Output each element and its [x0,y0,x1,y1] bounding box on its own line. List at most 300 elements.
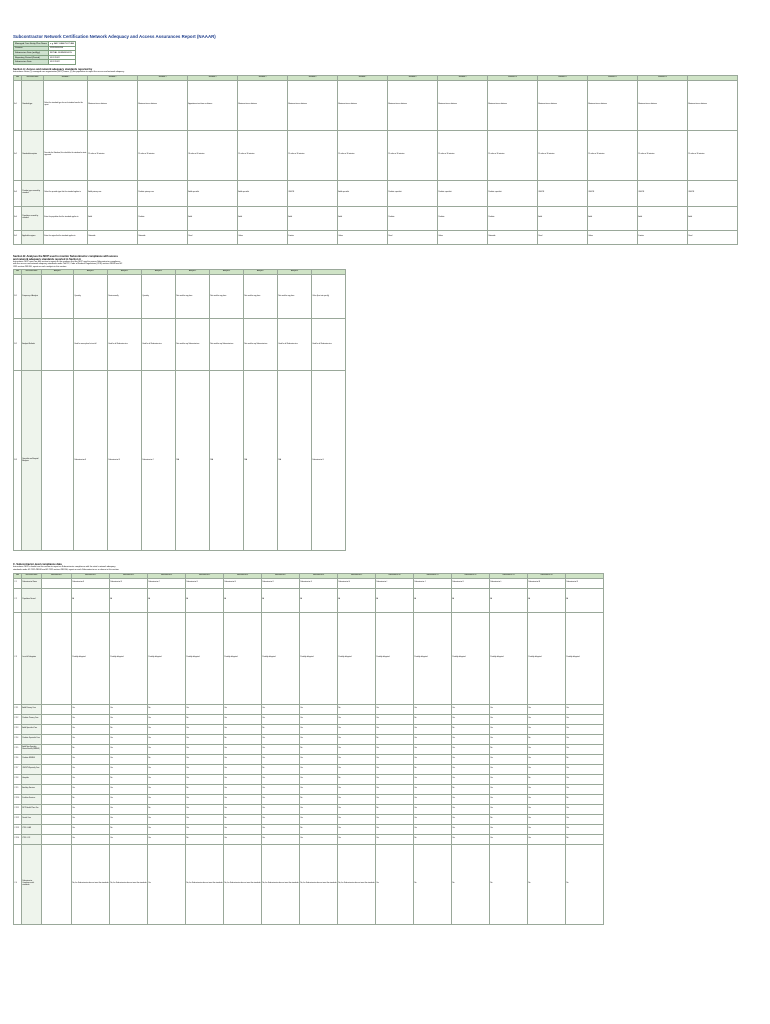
table-cell[interactable]: Subcontractor B [108,371,142,551]
table-cell[interactable]: Yes [528,704,566,714]
table-cell[interactable]: Yes [566,814,604,824]
table-cell[interactable]: Maximum time or distance [638,80,688,130]
table-cell[interactable]: Pediatric [388,206,438,230]
table-cell[interactable]: Yes [566,744,604,754]
table-cell[interactable]: Yes [490,804,528,814]
table-cell[interactable]: Yes [148,774,186,784]
table-cell[interactable]: Statewide [88,230,138,244]
table-cell[interactable]: No [566,754,604,764]
table-cell[interactable]: Yes [566,764,604,774]
table-cell[interactable]: Adult [338,206,388,230]
table-cell[interactable]: N/A [278,371,312,551]
table-cell[interactable]: All [300,588,338,612]
table-cell[interactable]: No [186,714,224,724]
table-cell[interactable]: Adult specialist [238,180,288,206]
table-cell[interactable]: Subcontractor E [224,578,262,588]
table-cell[interactable]: Yes [490,794,528,804]
table-cell[interactable]: Yes [414,734,452,744]
table-cell[interactable]: Yes [490,824,528,834]
table-cell[interactable]: Yes [262,784,300,794]
table-cell[interactable]: Yes [300,784,338,794]
table-cell[interactable]: No [452,724,490,734]
table-cell[interactable]: Yes [72,704,110,714]
table-cell[interactable]: Adult [538,206,588,230]
table-cell[interactable]: Yes [490,834,528,844]
table-cell[interactable]: No, the Subcontractor does not meet the standards [300,844,338,924]
table-cell[interactable]: Yes [110,744,148,754]
table-cell[interactable]: Subcontractor L [490,578,528,588]
table-cell[interactable]: Yes [300,734,338,744]
table-cell[interactable]: Yes [414,724,452,734]
table-cell[interactable]: 15 miles or 30 minutes [88,130,138,180]
table-cell[interactable]: OBGYN [688,180,738,206]
table-cell[interactable]: N/A [176,371,210,551]
table-cell[interactable]: Yes [452,834,490,844]
table-cell[interactable]: All [110,588,148,612]
table-cell[interactable]: Yes [262,834,300,844]
table-cell[interactable]: No [414,714,452,724]
table-cell[interactable]: 15 miles or 30 minutes [238,130,288,180]
table-cell[interactable]: Yes [452,824,490,834]
table-cell[interactable]: Pediatric [488,206,538,230]
table-cell[interactable]: Subcontractor C [142,371,176,551]
table-cell[interactable]: Yes [338,804,376,814]
table-cell[interactable]: Appointment wait time or distance [188,80,238,130]
table-cell[interactable]: Rural [688,230,738,244]
table-cell[interactable]: Maximum time or distance [288,80,338,130]
table-cell[interactable]: Subcontractor D [186,578,224,588]
table-cell[interactable]: Yes [490,724,528,734]
table-cell[interactable]: Yes [262,754,300,764]
table-cell[interactable]: Yes [566,784,604,794]
table-cell[interactable]: Yes [300,764,338,774]
table-cell[interactable]: Adult [588,206,638,230]
table-cell[interactable]: No [528,774,566,784]
table-cell[interactable]: Yes [186,704,224,714]
table-cell[interactable]: Yes [110,714,148,724]
table-cell[interactable]: Yes [414,794,452,804]
table-cell[interactable]: 15 miles or 30 minutes [138,130,188,180]
table-cell[interactable]: Urban [338,230,388,244]
table-cell[interactable]: Urban [588,230,638,244]
table-cell[interactable]: 15 miles or 30 minutes [338,130,388,180]
table-cell[interactable]: Yes [110,764,148,774]
table-cell[interactable]: Yes [338,814,376,824]
table-cell[interactable]: No [72,794,110,804]
table-cell[interactable]: No [414,844,452,924]
table-cell[interactable]: Pediatric specialist [488,180,538,206]
table-cell[interactable]: Subcontractor I [376,578,414,588]
table-cell[interactable]: 15 miles or 30 minutes [588,130,638,180]
table-cell[interactable]: All [490,588,528,612]
table-cell[interactable]: Yes [338,714,376,724]
table-cell[interactable]: Yes [528,744,566,754]
table-cell[interactable]: All [186,588,224,612]
table-cell[interactable]: Yes [300,724,338,734]
table-cell[interactable]: Yes [528,834,566,844]
table-cell[interactable]: Partially delegated [148,612,186,704]
table-cell[interactable]: No [224,814,262,824]
table-cell[interactable]: Yes [566,804,604,814]
table-cell[interactable]: 15 miles or 30 minutes [538,130,588,180]
table-cell[interactable]: Not used for any Subcontractors [210,319,244,371]
table-cell[interactable]: Adult [638,206,688,230]
table-cell[interactable]: Partially delegated [490,612,528,704]
table-cell[interactable]: Pediatric specialist [438,180,488,206]
table-cell[interactable]: Yes [414,814,452,824]
table-cell[interactable]: Yes [186,724,224,734]
table-cell[interactable]: No [452,844,490,924]
table-cell[interactable]: Yes [262,804,300,814]
table-cell[interactable]: Yes [338,744,376,754]
table-cell[interactable]: Yes [338,824,376,834]
table-cell[interactable]: All [414,588,452,612]
table-cell[interactable]: Yes [262,744,300,754]
table-cell[interactable]: Yes [72,804,110,814]
table-cell[interactable]: No, the Subcontractor does not meet the standards [110,844,148,924]
table-cell[interactable]: Yes [566,774,604,784]
table-cell[interactable]: Yes [528,804,566,814]
table-cell[interactable]: Yes [300,804,338,814]
table-cell[interactable]: Yes [566,714,604,724]
table-cell[interactable]: Pediatric primary care [138,180,188,206]
table-cell[interactable]: Quarterly [142,275,176,319]
table-cell[interactable]: Yes [224,744,262,754]
table-cell[interactable]: Yes [452,774,490,784]
table-cell[interactable]: Yes [300,754,338,764]
table-cell[interactable]: Yes [338,754,376,764]
table-cell[interactable]: Yes [72,714,110,724]
table-cell[interactable]: Subcontractor G [300,578,338,588]
table-cell[interactable]: Yes [224,754,262,764]
table-cell[interactable]: Yes [186,794,224,804]
table-cell[interactable]: Yes [338,764,376,774]
table-cell[interactable]: Frontier [288,230,338,244]
table-cell[interactable]: Yes [452,814,490,824]
table-cell[interactable]: No [414,764,452,774]
table-cell[interactable]: 15 miles or 30 minutes [638,130,688,180]
table-cell[interactable]: Yes [186,774,224,784]
table-cell[interactable]: Subcontractor H [338,578,376,588]
table-cell[interactable]: No [300,824,338,834]
table-cell[interactable]: Yes [110,814,148,824]
table-cell[interactable]: No [490,814,528,824]
table-cell[interactable]: Yes [414,824,452,834]
table-cell[interactable]: All [262,588,300,612]
table-cell[interactable]: Yes [452,794,490,804]
table-cell[interactable]: Yes [224,834,262,844]
table-cell[interactable]: Partially delegated [376,612,414,704]
table-cell[interactable]: Yes [490,704,528,714]
table-cell[interactable]: Yes [72,734,110,744]
table-cell[interactable]: Yes [376,704,414,714]
table-cell[interactable]: Adult primary care [88,180,138,206]
table-cell[interactable]: 15 miles or 30 minutes [288,130,338,180]
table-cell[interactable]: Yes [528,824,566,834]
table-cell[interactable]: Yes [148,824,186,834]
table-cell[interactable]: Adult [188,206,238,230]
table-cell[interactable]: Adult [88,206,138,230]
table-cell[interactable]: Yes [452,744,490,754]
table-cell[interactable]: Yes [224,804,262,814]
table-cell[interactable]: Yes [414,744,452,754]
table-cell[interactable]: Subcontractor A [72,578,110,588]
table-cell[interactable]: Yes [148,814,186,824]
table-cell[interactable]: Not used for any plans [278,275,312,319]
table-cell[interactable]: No [452,784,490,794]
table-cell[interactable]: Partially delegated [72,612,110,704]
table-cell[interactable]: Yes [376,794,414,804]
table-cell[interactable]: Partially delegated [528,612,566,704]
table-cell[interactable]: Yes [528,724,566,734]
table-cell[interactable]: Quarterly [74,275,108,319]
table-cell[interactable]: Maximum time or distance [88,80,138,130]
table-cell[interactable]: Yes [414,774,452,784]
table-cell[interactable]: Yes [262,824,300,834]
table-cell[interactable]: Yes [376,754,414,764]
table-cell[interactable]: 15 miles or 30 minutes [388,130,438,180]
table-cell[interactable]: Subcontractor B [110,578,148,588]
table-cell[interactable]: Used for all Subcontractors [312,319,346,371]
table-cell[interactable]: No [566,794,604,804]
table-cell[interactable]: Maximum time or distance [538,80,588,130]
table-cell[interactable]: Maximum time or distance [688,80,738,130]
table-cell[interactable]: Used for some plans but not all [74,319,108,371]
table-cell[interactable]: Yes [338,834,376,844]
table-cell[interactable]: All [338,588,376,612]
table-cell[interactable]: Yes [186,744,224,754]
table-cell[interactable]: Yes [148,724,186,734]
table-cell[interactable]: Yes [528,714,566,724]
table-cell[interactable]: Yes [300,774,338,784]
table-cell[interactable]: Yes [338,734,376,744]
table-cell[interactable]: Subcontractor K [452,578,490,588]
table-cell[interactable]: Subcontractor F [262,578,300,588]
table-cell[interactable]: Yes [224,794,262,804]
table-cell[interactable]: Maximum time or distance [588,80,638,130]
table-cell[interactable]: Yes [376,724,414,734]
table-cell[interactable]: No [72,744,110,754]
table-cell[interactable]: Yes [338,794,376,804]
table-cell[interactable]: Yes [528,794,566,804]
table-cell[interactable]: Used for all Subcontractors [142,319,176,371]
table-cell[interactable]: Yes [148,744,186,754]
table-cell[interactable]: Yes [148,844,186,924]
table-cell[interactable]: Partially delegated [300,612,338,704]
table-cell[interactable]: Yes [72,834,110,844]
table-cell[interactable]: No [148,804,186,814]
table-cell[interactable]: Yes [452,754,490,764]
table-cell[interactable]: Yes [72,764,110,774]
table-cell[interactable]: Yes [566,724,604,734]
table-cell[interactable]: OBGYN [538,180,588,206]
table-cell[interactable]: Yes [376,784,414,794]
table-cell[interactable]: Yes [148,784,186,794]
table-cell[interactable]: Yes [110,834,148,844]
table-cell[interactable]: Subcontractor A [74,371,108,551]
table-cell[interactable]: Semi-annually [108,275,142,319]
table-cell[interactable]: No [528,734,566,744]
table-cell[interactable]: Yes [186,824,224,834]
table-cell[interactable]: 30 miles or 60 minutes [188,130,238,180]
table-cell[interactable]: Not used for any Subcontractors [244,319,278,371]
table-cell[interactable]: Not used for any plans [176,275,210,319]
table-cell[interactable]: No [490,744,528,754]
table-cell[interactable]: No [186,834,224,844]
table-cell[interactable]: Subcontractor M [528,578,566,588]
table-cell[interactable]: Yes [376,844,414,924]
table-cell[interactable]: No [300,794,338,804]
table-cell[interactable]: Yes [148,734,186,744]
table-cell[interactable]: Statewide [488,230,538,244]
table-cell[interactable]: Yes [224,724,262,734]
table-cell[interactable]: Yes [414,754,452,764]
table-cell[interactable]: Yes [72,824,110,834]
table-cell[interactable]: Subcontractor J [414,578,452,588]
table-cell[interactable]: Yes [452,734,490,744]
table-cell[interactable]: Yes [224,764,262,774]
table-cell[interactable]: Yes [148,834,186,844]
table-cell[interactable]: Rural [388,230,438,244]
table-cell[interactable]: No [110,824,148,834]
table-cell[interactable]: Yes [452,714,490,724]
table-cell[interactable]: Yes [528,814,566,824]
table-cell[interactable]: Used for all Subcontractors [278,319,312,371]
table-cell[interactable]: Yes [224,704,262,714]
table-cell[interactable]: Yes [224,824,262,834]
table-cell[interactable]: Pediatric [138,206,188,230]
table-cell[interactable]: No [186,784,224,794]
table-cell[interactable]: Maximum time or distance [438,80,488,130]
table-cell[interactable]: No [262,764,300,774]
table-cell[interactable]: Subcontractor C [148,578,186,588]
table-cell[interactable]: Yes [376,824,414,834]
table-cell[interactable]: All [148,588,186,612]
table-cell[interactable]: Yes [262,774,300,784]
table-cell[interactable]: All [566,588,604,612]
table-cell[interactable]: Rural [188,230,238,244]
table-cell[interactable]: No [376,804,414,814]
table-cell[interactable]: Yes [338,784,376,794]
table-cell[interactable]: Yes [490,774,528,784]
table-cell[interactable]: Yes [528,784,566,794]
table-cell[interactable]: OBGYN [638,180,688,206]
table-cell[interactable]: Yes [224,774,262,784]
table-cell[interactable]: Adult [238,206,288,230]
table-cell[interactable]: All [452,588,490,612]
table-cell[interactable]: Statewide [138,230,188,244]
table-cell[interactable]: Yes [376,764,414,774]
table-cell[interactable]: Adult specialist [338,180,388,206]
table-cell[interactable]: N/A [210,371,244,551]
table-cell[interactable]: Yes [566,824,604,834]
table-cell[interactable]: Yes [72,754,110,764]
table-cell[interactable]: No [110,774,148,784]
table-cell[interactable]: Subcontractor D [312,371,346,551]
table-cell[interactable]: Yes [262,714,300,724]
table-cell[interactable]: All [376,588,414,612]
table-cell[interactable]: Pediatric specialist [388,180,438,206]
table-cell[interactable]: Adult specialist [188,180,238,206]
table-cell[interactable]: Yes [414,804,452,814]
table-cell[interactable]: Yes [490,714,528,724]
table-cell[interactable]: Yes [490,754,528,764]
table-cell[interactable]: Partially delegated [452,612,490,704]
table-cell[interactable]: Yes [452,804,490,814]
table-cell[interactable]: 15 miles or 30 minutes [438,130,488,180]
table-cell[interactable]: Yes [186,754,224,764]
table-cell[interactable]: Partially delegated [186,612,224,704]
table-cell[interactable]: Used for all Subcontractors [108,319,142,371]
table-cell[interactable]: Partially delegated [566,612,604,704]
table-cell[interactable]: 15 miles or 30 minutes [488,130,538,180]
table-cell[interactable]: Yes [110,754,148,764]
table-cell[interactable]: N/A [244,371,278,551]
table-cell[interactable]: OBGYN [588,180,638,206]
table-cell[interactable]: Yes [262,794,300,804]
table-cell[interactable]: Yes [452,764,490,774]
table-cell[interactable]: Yes [72,774,110,784]
table-cell[interactable]: Yes [72,784,110,794]
table-cell[interactable]: Yes [376,834,414,844]
table-cell[interactable]: Yes [300,714,338,724]
table-cell[interactable]: No [566,834,604,844]
table-cell[interactable]: OBGYN [288,180,338,206]
table-cell[interactable]: Yes [262,814,300,824]
table-cell[interactable]: Rural [538,230,588,244]
table-cell[interactable]: No [490,844,528,924]
table-cell[interactable]: Partially delegated [262,612,300,704]
table-cell[interactable]: Urban [238,230,288,244]
table-cell[interactable]: Yes [262,704,300,714]
table-cell[interactable]: No [566,844,604,924]
table-cell[interactable]: Adult [688,206,738,230]
table-cell[interactable]: Yes [528,764,566,774]
table-cell[interactable]: Yes [186,734,224,744]
table-cell[interactable]: Yes [224,784,262,794]
table-cell[interactable]: Yes [148,794,186,804]
table-cell[interactable]: Yes [300,834,338,844]
table-cell[interactable]: Yes [376,744,414,754]
table-cell[interactable]: No [300,744,338,754]
table-cell[interactable]: Not used for any plans [210,275,244,319]
table-cell[interactable]: Yes [148,764,186,774]
table-cell[interactable]: Yes [528,754,566,764]
table-cell[interactable]: Yes [72,724,110,734]
table-cell[interactable]: No, the Subcontractor does not meet the standards [224,844,262,924]
table-cell[interactable]: Yes [186,814,224,824]
table-cell[interactable]: Maximum time or distance [338,80,388,130]
table-cell[interactable]: No [528,844,566,924]
table-cell[interactable]: Yes [110,804,148,814]
table-cell[interactable]: No [110,724,148,734]
table-cell[interactable]: Partially delegated [224,612,262,704]
table-cell[interactable]: Yes [224,714,262,724]
table-cell[interactable]: Not used for any plans [244,275,278,319]
table-cell[interactable]: No, the Subcontractor does not meet the standards [72,844,110,924]
table-cell[interactable]: Adult [288,206,338,230]
table-cell[interactable]: No [376,734,414,744]
table-cell[interactable]: Maximum time or distance [238,80,288,130]
table-cell[interactable]: Yes [376,714,414,724]
table-cell[interactable]: Partially delegated [338,612,376,704]
table-cell[interactable]: Partially delegated [110,612,148,704]
table-cell[interactable]: Subcontractor N [566,578,604,588]
table-cell[interactable]: Yes [110,704,148,714]
table-cell[interactable]: Yes [186,764,224,774]
table-cell[interactable]: Yes [414,704,452,714]
table-cell[interactable]: No [338,774,376,784]
